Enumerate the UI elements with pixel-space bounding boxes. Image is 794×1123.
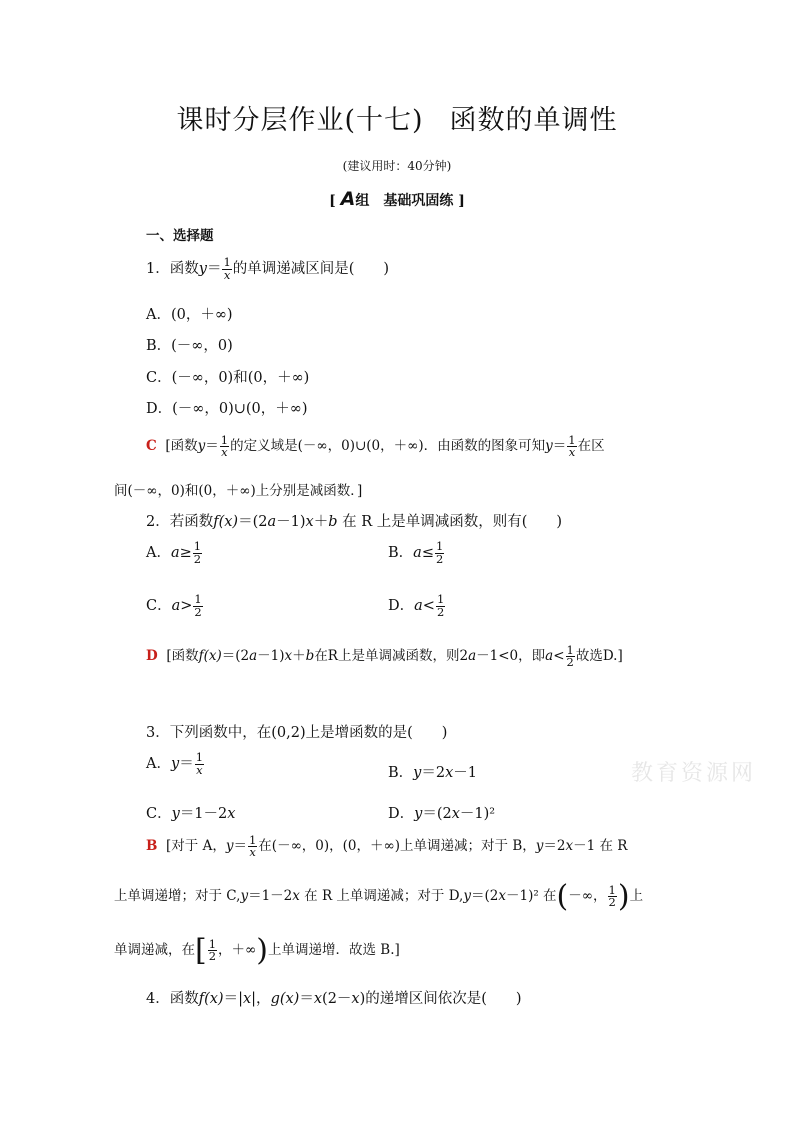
- question-2-explanation: D [函数f(x)＝(2a－1)x＋b在R上是单调减函数，则2a－1<0，即a< $\frac{1}{2}$ 故选D.]: [146, 642, 623, 669]
- question-2-option-b: B．a≤ $\frac{1}{2}$: [388, 539, 444, 566]
- question-1-option-a: A．(0，＋∞): [146, 307, 233, 323]
- question-1-explanation-cont: 间(－∞，0)和(0，＋∞)上分别是减函数．]: [114, 483, 363, 499]
- watermark: 教育资源网: [630, 761, 756, 786]
- page-title: [0, 98, 794, 137]
- question-1-option-b: B．(－∞，0): [146, 338, 233, 354]
- section-heading: 一、选择题: [146, 228, 214, 244]
- question-3-explanation: B [对于 A，y＝ $\frac{1}{x}$ 在(－∞，0)，(0，＋∞)上单调递减；对于 B，y＝2x－1 在 R: [146, 832, 628, 859]
- question-2-stem: 2．若函数f(x)＝(2a－1)x＋b 在 R 上是单调减函数，则有( ): [146, 514, 563, 530]
- question-2-option-a: A．a≥ $\frac{1}{2}$: [146, 539, 202, 566]
- question-3-explanation-cont: 上单调递增；对于 C,y＝1－2x 在 R 上单调递减；对于 D,y＝(2x－1)² 在(－∞， $\frac{1}{2}$ )上: [114, 879, 644, 914]
- question-3-option-d: D．y＝(2x－1)²: [388, 806, 496, 822]
- question-2-option-d: D．a< $\frac{1}{2}$: [388, 592, 445, 619]
- question-4-stem: 4．函数f(x)＝|x|，g(x)＝x(2－x)的递增区间依次是( ): [146, 991, 522, 1007]
- answer-badge: C: [146, 438, 157, 454]
- question-1-option-c: C．(－∞，0)和(0，＋∞): [146, 370, 310, 386]
- group-letter: A: [340, 188, 356, 210]
- question-1-explanation: C [函数y＝ $\frac{1}{x}$ 的定义域是(－∞，0)∪(0，＋∞)．由函数的图象可知y＝ $\frac{1}{x}$ 在区: [146, 432, 605, 459]
- title-part-b: 函数的单调性: [449, 105, 618, 136]
- answer-badge: B: [146, 838, 158, 854]
- title-part-a: 课时分层作业(十七): [176, 105, 424, 136]
- question-3-explanation-end: 单调递减，在[ $\frac{1}{2}$ ，＋∞)上单调递增．故选 B.]: [114, 933, 400, 968]
- question-3-option-c: C．y＝1－2x: [146, 806, 236, 822]
- question-3-stem: 3．下列函数中，在(0,2)上是增函数的是( ): [146, 725, 448, 741]
- question-3-option-b: B．y＝2x－1: [388, 765, 478, 781]
- group-heading: [ A组 基础巩固练 ]: [329, 188, 465, 210]
- question-3-option-a: A．y＝ $\frac{1}{x}$: [146, 750, 204, 777]
- question-2-option-c: C．a> $\frac{1}{2}$: [146, 592, 202, 619]
- suggested-time: (建议用时：40分钟): [342, 159, 452, 173]
- answer-badge: D: [146, 648, 158, 664]
- question-1-stem: 1．函数y＝ $\frac{1}{x}$ 的单调递减区间是( ): [146, 255, 390, 282]
- question-1-option-d: D．(－∞，0)∪(0，＋∞): [146, 401, 308, 417]
